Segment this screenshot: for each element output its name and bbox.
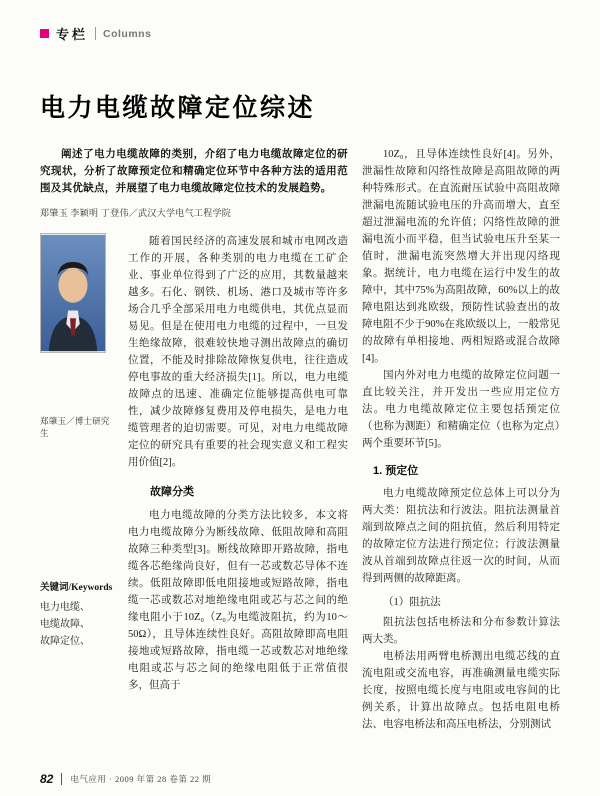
keyword-item: 故障定位、 — [40, 636, 90, 647]
paragraph-impedance-categories: 阻抗法包括电桥法和分布参数计算法两大类。 — [362, 617, 560, 645]
keywords-label: 关键词/Keywords — [40, 583, 113, 593]
keyword-item: 电力电缆、 — [40, 602, 90, 613]
paragraph-location-overview: 国内外对电力电缆的故障定位问题一直比较关注，并开发出一些应用定位方法。电力电缆故障定位主要包括预定位（也称为测距）和精确定位（也称为定点）两个重要环节[5]。 — [362, 370, 560, 449]
article-body — [40, 146, 560, 764]
middle-text-column — [128, 233, 348, 694]
author-photo — [40, 233, 106, 353]
column-label-zh: 专栏 — [56, 27, 89, 42]
paragraph-high-resistance-faults: 10Z₀，且导体连续性良好[4]。另外，泄漏性故障和闪络性故障是高阻故障的两种特殊形式。在直流耐压试验中高阻故障泄漏电流随试验电压的升高而增大，直至超过泄漏电流的允许值；闪络性故障的泄漏电流小而平稳，但当试验电压升至某一值时，泄漏电流突然增大并出现闪络现象。据统计，电力电缆在运行中发生的故障中，其中75%为高阻故障，60%以上的故障电阻达到兆欧级，预防性试验查出的故障电阻不少于90%在兆欧级以上，一般常见的故障有单相接地、两相短路或混合故障[4]。 — [362, 149, 560, 364]
page-footer — [0, 768, 600, 796]
page-header — [40, 24, 151, 43]
keyword-item: 电缆故障、 — [40, 619, 90, 630]
header-divider — [95, 27, 96, 40]
journal-info: 电气应用 · 2009 年第 28 卷第 22 期 — [70, 774, 212, 784]
left-region — [40, 146, 348, 764]
photo-caption: 郑肇玉／博士研究生 — [40, 416, 110, 438]
paragraph-prelocation-methods: 电力电缆故障预定位总体上可以分为两大类：阻抗法和行波法。阻抗法测量首端到故障点之间的阻抗值，然后利用特定的故障定位方法进行预定位；行波法测量波从首端到故障点往返一次的时间，从而得到两侧的故障距离。 — [362, 488, 560, 584]
right-text-column — [362, 146, 560, 764]
subsection-heading-impedance-method: （1）阻抗法 — [383, 597, 441, 608]
paragraph-introduction: 随着国民经济的高速发展和城市电网改造工作的开展，各种类别的电力电缆在工矿企业、事业单位得到了广泛的应用，其数量越来越多。石化、钢铁、机场、港口及城市等许多场合几乎全部采用电力电缆供电，其优点显而易见。但是在使用电力电缆的过程中，一旦发生绝缘故障，很难较快地寻测出故障点的确切位置，不能及时排除故障恢复供电，往往造成停电事故的重大经济损失[1]。所以，电力电缆故障点的迅速、准确定位能够提高供电可靠性，减少故障修复费用及停电损失，是电力电缆管理者的迫切需要。可见，对电力电缆故障定位的研究具有重要的社会现实意义和工程实用价值[2]。 — [128, 236, 348, 468]
page-number: 82 — [40, 772, 54, 786]
column-marker-icon — [40, 29, 49, 38]
page-content — [0, 88, 600, 764]
sidebar-and-column — [40, 233, 348, 694]
keywords-block — [40, 579, 116, 650]
paragraph-fault-types: 电力电缆故障的分类方法比较多，本文将电力电缆故障分为断线故障、低阻故障和高阻故障三种类型[3]。断线故障即开路故障，指电缆各芯绝缘尚良好，但有一芯或数芯导体不连续。低阻故障即低电阻接地或短路故障，指电缆一芯或数芯对地绝缘电阻或芯与芯之间的绝缘电阻小于10Z₀（Z₀为电缆波阻抗，约为10～50Ω），且导体连续性良好。高阻故障即高电阻接地或短路故障，指电缆一芯或数芯对地绝缘电阻或芯与芯之间的绝缘电阻低于正常值很多，但高于 — [128, 510, 348, 691]
section-heading-prelocation: 1. 预定位 — [373, 465, 419, 477]
article-title: 电力电缆故障定位综述 — [40, 94, 316, 122]
footer-divider — [61, 773, 62, 785]
author-sidebar — [40, 233, 116, 694]
paragraph-bridge-method: 电桥法用两臂电桥测出电缆芯线的直流电阻或交流电容，再准确测量电缆实际长度，按照电缆长度与电阻或电容间的比例关系，计算出故障点。包括电阻电桥法、电容电桥法和高压电桥法，分别测试 — [362, 651, 560, 730]
abstract-text: 阐述了电力电缆故障的类别，介绍了电力电缆故障定位的研究现状，分析了故障预定位和精确定位环节中各种方法的适用范围及其优缺点，并展望了电力电缆故障定位技术的发展趋势。 — [40, 149, 348, 194]
author-portrait-image — [41, 234, 105, 352]
section-heading-fault-classification: 故障分类 — [150, 486, 194, 498]
column-label-en: Columns — [103, 27, 152, 40]
authors-line: 郑肇玉 李颖明 丁登伟／武汉大学电气工程学院 — [40, 208, 232, 218]
